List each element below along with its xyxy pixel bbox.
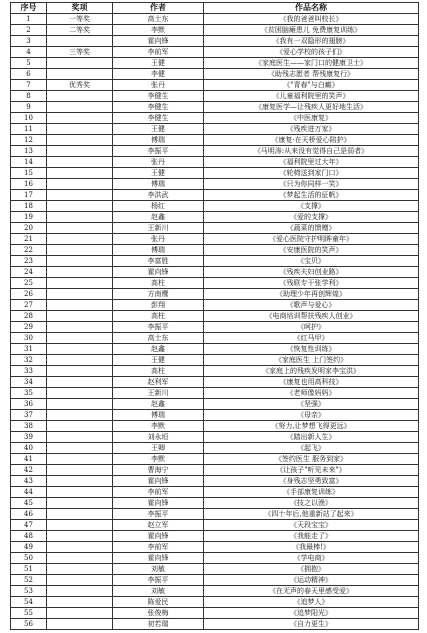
table-row <box>11 135 419 146</box>
cell-author: 杨红 <box>113 201 204 212</box>
cell-author: 赵鑫 <box>113 399 204 410</box>
cell-award <box>47 399 113 410</box>
table-row <box>11 223 419 234</box>
cell-serial-number: 10 <box>11 113 47 124</box>
cell-author: 李默 <box>113 454 204 465</box>
cell-work-title: 《坚强》 <box>204 399 419 410</box>
cell-serial-number: 17 <box>11 190 47 201</box>
cell-award <box>47 58 113 69</box>
cell-work-title: 《母亲》 <box>204 410 419 421</box>
cell-serial-number: 5 <box>11 58 47 69</box>
table-row <box>11 91 419 102</box>
cell-serial-number: 51 <box>11 564 47 575</box>
cell-work-title: 《安康医院的笑声》 <box>204 245 419 256</box>
cell-serial-number: 43 <box>11 476 47 487</box>
cell-author: 王健 <box>113 168 204 179</box>
cell-author: 霍向锋 <box>113 553 204 564</box>
cell-work-title: 《自力更生》 <box>204 619 419 630</box>
header-award: 奖项 <box>47 3 113 14</box>
cell-work-title: 《签约医生 服务到家》 <box>204 454 419 465</box>
cell-award <box>47 509 113 520</box>
table-row <box>11 542 419 553</box>
table-row <box>11 366 419 377</box>
cell-serial-number: 40 <box>11 443 47 454</box>
table-row <box>11 58 419 69</box>
cell-award <box>47 289 113 300</box>
table-row <box>11 234 419 245</box>
cell-author: 傅瑞 <box>113 410 204 421</box>
table-row <box>11 608 419 619</box>
cell-author: 方南鹰 <box>113 289 204 300</box>
header-serial-number: 序号 <box>11 3 47 14</box>
cell-award <box>47 377 113 388</box>
cell-author: 霍向锋 <box>113 36 204 47</box>
cell-serial-number: 7 <box>11 80 47 91</box>
cell-work-title: 《家庭上的残疾发明家李宝洪》 <box>204 366 419 377</box>
table-row <box>11 25 419 36</box>
cell-serial-number: 9 <box>11 102 47 113</box>
cell-award <box>47 465 113 476</box>
cell-author: 高士东 <box>113 333 204 344</box>
cell-award <box>47 564 113 575</box>
table-row <box>11 498 419 509</box>
cell-work-title: 《追梦人》 <box>204 597 419 608</box>
table-row <box>11 245 419 256</box>
cell-serial-number: 45 <box>11 498 47 509</box>
cell-work-title: 《梦起生活的征帆》 <box>204 190 419 201</box>
cell-work-title: 《我最棒!》 <box>204 542 419 553</box>
cell-author: 赵立军 <box>113 520 204 531</box>
cell-author: 李前军 <box>113 542 204 553</box>
cell-author: 张丹 <box>113 157 204 168</box>
cell-work-title: 《恢复性训练》 <box>204 344 419 355</box>
cell-serial-number: 3 <box>11 36 47 47</box>
cell-author: 李默 <box>113 25 204 36</box>
cell-award <box>47 124 113 135</box>
cell-award <box>47 432 113 443</box>
cell-author: 李健生 <box>113 91 204 102</box>
cell-serial-number: 31 <box>11 344 47 355</box>
cell-serial-number: 13 <box>11 146 47 157</box>
table-row <box>11 377 419 388</box>
cell-award <box>47 234 113 245</box>
cell-award <box>47 531 113 542</box>
cell-serial-number: 47 <box>11 520 47 531</box>
cell-serial-number: 14 <box>11 157 47 168</box>
cell-award: 优秀奖 <box>47 80 113 91</box>
cell-serial-number: 26 <box>11 289 47 300</box>
table-row <box>11 14 419 25</box>
cell-author: 王新川 <box>113 223 204 234</box>
table-row <box>11 553 419 564</box>
cell-award <box>47 245 113 256</box>
cell-work-title: 《残联专干张学利》 <box>204 278 419 289</box>
cell-serial-number: 21 <box>11 234 47 245</box>
cell-serial-number: 2 <box>11 25 47 36</box>
table-row <box>11 476 419 487</box>
cell-author: 张丹 <box>113 80 204 91</box>
cell-award <box>47 102 113 113</box>
table-row <box>11 190 419 201</box>
cell-work-title: 《爱的支撑》 <box>204 212 419 223</box>
cell-work-title: 《在无声的春天里感受爱》 <box>204 586 419 597</box>
table-row <box>11 509 419 520</box>
cell-work-title: 《只为你同样一笑》 <box>204 179 419 190</box>
cell-work-title: 《福利院里过大年》 <box>204 157 419 168</box>
cell-work-title: 《蔬菜的馈赠》 <box>204 223 419 234</box>
cell-serial-number: 28 <box>11 311 47 322</box>
cell-award <box>47 256 113 267</box>
header-work-title: 作品名称 <box>204 3 419 14</box>
table-row <box>11 575 419 586</box>
cell-author: 李健 <box>113 69 204 80</box>
cell-work-title: 《残疾夫妇创业路》 <box>204 267 419 278</box>
table-row <box>11 454 419 465</box>
cell-author: 张俊梅 <box>113 608 204 619</box>
cell-serial-number: 16 <box>11 179 47 190</box>
cell-author: 李健生 <box>113 102 204 113</box>
cell-award <box>47 157 113 168</box>
table-row <box>11 399 419 410</box>
header-author: 作者 <box>113 3 204 14</box>
cell-serial-number: 39 <box>11 432 47 443</box>
cell-work-title: 《"青春"与白癜》 <box>204 80 419 91</box>
cell-author: 刘敏 <box>113 586 204 597</box>
cell-author: 曹海宁 <box>113 465 204 476</box>
cell-work-title: 《残疾进万家》 <box>204 124 419 135</box>
cell-serial-number: 49 <box>11 542 47 553</box>
cell-serial-number: 35 <box>11 388 47 399</box>
cell-serial-number: 20 <box>11 223 47 234</box>
awards-table <box>10 2 419 630</box>
cell-work-title: 《我有一双隐形的翅膀》 <box>204 36 419 47</box>
cell-award <box>47 476 113 487</box>
table-row <box>11 355 419 366</box>
cell-award: 三等奖 <box>47 47 113 58</box>
cell-serial-number: 11 <box>11 124 47 135</box>
cell-work-title: 《儿童福利院里的笑声》 <box>204 91 419 102</box>
table-row <box>11 201 419 212</box>
cell-serial-number: 41 <box>11 454 47 465</box>
table-row <box>11 388 419 399</box>
cell-award <box>47 91 113 102</box>
table-row <box>11 146 419 157</box>
table-row <box>11 113 419 124</box>
cell-work-title: 《中医康复》 <box>204 113 419 124</box>
cell-serial-number: 25 <box>11 278 47 289</box>
cell-work-title: 《手部康复训练》 <box>204 487 419 498</box>
table-row <box>11 102 419 113</box>
cell-work-title: 《康复·在天桥爱心陪护》 <box>204 135 419 146</box>
cell-author: 王卿 <box>113 443 204 454</box>
cell-award <box>47 553 113 564</box>
cell-work-title: 《我能走了》 <box>204 531 419 542</box>
cell-work-title: 《努力,让梦想飞得更远》 <box>204 421 419 432</box>
table-row <box>11 443 419 454</box>
cell-award <box>47 421 113 432</box>
cell-award <box>47 146 113 157</box>
cell-work-title: 《贫困脑瘫患儿 免费康复训练》 <box>204 25 419 36</box>
cell-author: 李振平 <box>113 509 204 520</box>
table-row <box>11 36 419 47</box>
table-row <box>11 487 419 498</box>
table-row <box>11 212 419 223</box>
cell-serial-number: 54 <box>11 597 47 608</box>
cell-work-title: 《拥抱》 <box>204 564 419 575</box>
cell-serial-number: 6 <box>11 69 47 80</box>
table-row <box>11 322 419 333</box>
cell-author: 王新川 <box>113 388 204 399</box>
table-row <box>11 311 419 322</box>
cell-award <box>47 322 113 333</box>
cell-author: 李富胜 <box>113 256 204 267</box>
cell-work-title: 《家庭医生 上门签约》 <box>204 355 419 366</box>
cell-author: 赵鑫 <box>113 344 204 355</box>
table-row <box>11 520 419 531</box>
cell-author: 李振平 <box>113 146 204 157</box>
table-row <box>11 421 419 432</box>
cell-serial-number: 52 <box>11 575 47 586</box>
cell-award <box>47 388 113 399</box>
table-row <box>11 179 419 190</box>
cell-serial-number: 23 <box>11 256 47 267</box>
cell-award <box>47 311 113 322</box>
cell-work-title: 《我的爸爸叫校长》 <box>204 14 419 25</box>
cell-work-title: 《助残志愿者 帮残康复行》 <box>204 69 419 80</box>
cell-award <box>47 542 113 553</box>
cell-serial-number: 15 <box>11 168 47 179</box>
cell-author: 李默 <box>113 421 204 432</box>
cell-author: 李前军 <box>113 47 204 58</box>
cell-work-title: 《红马甲》 <box>204 333 419 344</box>
cell-author: 刘永垣 <box>113 432 204 443</box>
cell-award: 一等奖 <box>47 14 113 25</box>
cell-award <box>47 454 113 465</box>
cell-work-title: 《电商培训帮扶残疾人创业》 <box>204 311 419 322</box>
table-row <box>11 586 419 597</box>
cell-author: 傅瑞 <box>113 245 204 256</box>
cell-author: 王健 <box>113 124 204 135</box>
cell-award <box>47 333 113 344</box>
cell-author: 李振平 <box>113 322 204 333</box>
header-row <box>11 3 419 14</box>
cell-author: 彭翔 <box>113 300 204 311</box>
table-row <box>11 344 419 355</box>
table-row <box>11 597 419 608</box>
cell-author: 刘敏 <box>113 564 204 575</box>
cell-serial-number: 36 <box>11 399 47 410</box>
cell-serial-number: 4 <box>11 47 47 58</box>
cell-serial-number: 8 <box>11 91 47 102</box>
cell-author: 李前军 <box>113 487 204 498</box>
cell-award <box>47 520 113 531</box>
table-row <box>11 531 419 542</box>
cell-award <box>47 366 113 377</box>
table-row <box>11 333 419 344</box>
cell-work-title: 《支撑》 <box>204 201 419 212</box>
cell-award: 二等奖 <box>47 25 113 36</box>
cell-author: 傅瑞 <box>113 179 204 190</box>
cell-work-title: 《宝贝》 <box>204 256 419 267</box>
cell-work-title: 《老师像妈妈》 <box>204 388 419 399</box>
cell-work-title: 《家庭医生——家门口的健康卫士》 <box>204 58 419 69</box>
cell-award <box>47 267 113 278</box>
cell-work-title: 《康复也用高科技》 <box>204 377 419 388</box>
table-row <box>11 432 419 443</box>
cell-author: 霍向锋 <box>113 267 204 278</box>
cell-serial-number: 48 <box>11 531 47 542</box>
cell-author: 张丹 <box>113 234 204 245</box>
table-row <box>11 278 419 289</box>
table-row <box>11 256 419 267</box>
table-row <box>11 157 419 168</box>
cell-author: 李健生 <box>113 113 204 124</box>
cell-work-title: 《运动精神》 <box>204 575 419 586</box>
cell-author: 王健 <box>113 58 204 69</box>
cell-author: 霍向锋 <box>113 531 204 542</box>
cell-author: 高柱 <box>113 278 204 289</box>
cell-work-title: 《学电商》 <box>204 553 419 564</box>
cell-work-title: 《起飞》 <box>204 443 419 454</box>
table-row <box>11 69 419 80</box>
cell-author: 霍向锋 <box>113 476 204 487</box>
cell-author: 高柱 <box>113 366 204 377</box>
cell-award <box>47 410 113 421</box>
cell-serial-number: 55 <box>11 608 47 619</box>
cell-award <box>47 212 113 223</box>
cell-serial-number: 34 <box>11 377 47 388</box>
cell-serial-number: 29 <box>11 322 47 333</box>
cell-award <box>47 36 113 47</box>
cell-work-title: 《追梦阳光》 <box>204 608 419 619</box>
cell-serial-number: 30 <box>11 333 47 344</box>
table-row <box>11 410 419 421</box>
cell-award <box>47 168 113 179</box>
table-row <box>11 168 419 179</box>
table-row <box>11 267 419 278</box>
cell-work-title: 《马明涛:从来没有觉得自己是弱者》 <box>204 146 419 157</box>
cell-work-title: 《踏出新人生》 <box>204 432 419 443</box>
cell-award <box>47 278 113 289</box>
table-row <box>11 80 419 91</box>
table-row <box>11 619 419 630</box>
cell-award <box>47 619 113 630</box>
cell-work-title: 《爱心学校的孩子们》 <box>204 47 419 58</box>
cell-serial-number: 37 <box>11 410 47 421</box>
cell-serial-number: 12 <box>11 135 47 146</box>
cell-serial-number: 18 <box>11 201 47 212</box>
cell-work-title: 《让孩子"听见未来"》 <box>204 465 419 476</box>
cell-author: 赵鑫 <box>113 212 204 223</box>
cell-serial-number: 33 <box>11 366 47 377</box>
cell-award <box>47 443 113 454</box>
cell-award <box>47 355 113 366</box>
cell-award <box>47 586 113 597</box>
cell-award <box>47 575 113 586</box>
cell-award <box>47 344 113 355</box>
cell-serial-number: 56 <box>11 619 47 630</box>
cell-serial-number: 38 <box>11 421 47 432</box>
cell-serial-number: 24 <box>11 267 47 278</box>
cell-award <box>47 300 113 311</box>
cell-work-title: 《轮椅送到家门口》 <box>204 168 419 179</box>
cell-work-title: 《歌声与爱心》 <box>204 300 419 311</box>
cell-award <box>47 487 113 498</box>
table-row <box>11 465 419 476</box>
table-row <box>11 289 419 300</box>
cell-serial-number: 27 <box>11 300 47 311</box>
cell-work-title: 《天段宝宝》 <box>204 520 419 531</box>
cell-award <box>47 597 113 608</box>
table-row <box>11 47 419 58</box>
table-row <box>11 300 419 311</box>
cell-serial-number: 1 <box>11 14 47 25</box>
cell-award <box>47 498 113 509</box>
cell-serial-number: 19 <box>11 212 47 223</box>
cell-author: 高柱 <box>113 311 204 322</box>
cell-serial-number: 22 <box>11 245 47 256</box>
cell-work-title: 《康复医学—让残疾人更好地生活》 <box>204 102 419 113</box>
cell-work-title: 《爱心医院守护明眸童年》 <box>204 234 419 245</box>
cell-serial-number: 44 <box>11 487 47 498</box>
cell-serial-number: 53 <box>11 586 47 597</box>
cell-work-title: 《技之以渔》 <box>204 498 419 509</box>
cell-author: 霍向锋 <box>113 498 204 509</box>
cell-serial-number: 42 <box>11 465 47 476</box>
table-body <box>11 14 419 630</box>
cell-work-title: 《四十年后,他重新站了起来》 <box>204 509 419 520</box>
cell-award <box>47 135 113 146</box>
cell-author: 李振平 <box>113 575 204 586</box>
cell-award <box>47 223 113 234</box>
cell-work-title: 《身残志坚勇致富》 <box>204 476 419 487</box>
cell-author: 李洪武 <box>113 190 204 201</box>
cell-serial-number: 46 <box>11 509 47 520</box>
cell-author: 高士东 <box>113 14 204 25</box>
cell-serial-number: 32 <box>11 355 47 366</box>
cell-serial-number: 50 <box>11 553 47 564</box>
cell-award <box>47 608 113 619</box>
cell-work-title: 《呵护》 <box>204 322 419 333</box>
table-row <box>11 564 419 575</box>
cell-award <box>47 113 113 124</box>
cell-work-title: 《助理少年再创辉煌》 <box>204 289 419 300</box>
cell-author: 赵利军 <box>113 377 204 388</box>
cell-author: 陈爱民 <box>113 597 204 608</box>
table-header <box>11 3 419 14</box>
cell-award <box>47 201 113 212</box>
cell-award <box>47 190 113 201</box>
cell-author: 傅瑞 <box>113 135 204 146</box>
cell-award <box>47 179 113 190</box>
cell-award <box>47 69 113 80</box>
cell-author: 王健 <box>113 355 204 366</box>
table-row <box>11 124 419 135</box>
cell-author: 初若瑞 <box>113 619 204 630</box>
